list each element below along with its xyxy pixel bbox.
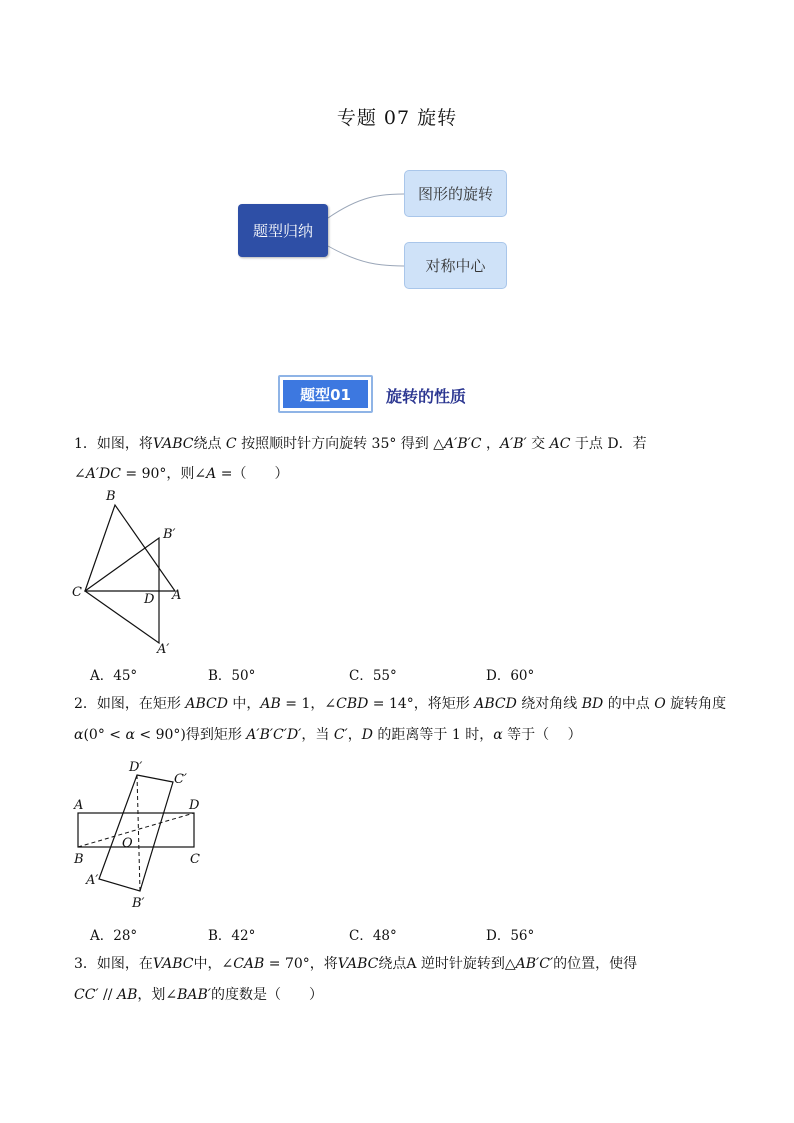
q2-label-O: O [122, 836, 133, 851]
question-1-line-1: 1．如图，将VABC绕点 C 按照顺时针方向旋转 35° 得到 △A′B′C ，A′B′ 交 AC 于点 D．若 [74, 436, 647, 452]
q1-label-D: D [144, 592, 155, 607]
q2-option-c[interactable]: C．48° [349, 928, 397, 944]
q1-option-d[interactable]: D．60° [486, 668, 535, 684]
section-badge [278, 375, 373, 413]
q1-option-c[interactable]: C．55° [349, 668, 397, 684]
q2-label-A: A [74, 798, 84, 813]
mindmap-node-rotation: 图形的旋转 [404, 170, 507, 217]
q2-label-Bp: B′ [132, 896, 145, 911]
q2-option-b[interactable]: B．42° [208, 928, 256, 944]
q2-label-Cp: C′ [174, 772, 187, 787]
page-title: 专题 07 旋转 [336, 107, 458, 129]
question-2-line-1: 2．如图，在矩形 ABCD 中，AB = 1，∠CBD = 14°，将矩形 ABCD 绕对角线 BD 的中点 O 旋转角度 [74, 696, 727, 712]
question-1-line-2: ∠A′DC = 90°，则∠A =（ ） [74, 466, 289, 482]
q2-label-B: B [74, 852, 84, 867]
q2-label-Ap: A′ [86, 873, 99, 888]
q1-option-a[interactable]: A．45° [90, 668, 138, 684]
question-3-line-1: 3．如图，在VABC中，∠CAB = 70°，将VABC绕点A 逆时针旋转到△AB′C′的位置，使得 [74, 956, 638, 972]
q1-label-A: A [172, 588, 182, 603]
question-2-figure [66, 755, 216, 915]
q2-option-a[interactable]: A．28° [90, 928, 138, 944]
question-3-line-2: CC′ // AB，划∠BAB′的度数是（ ） [74, 987, 323, 1003]
question-1-figure [60, 485, 200, 660]
q2-label-C: C [190, 852, 200, 867]
mindmap-node-center-symmetry: 对称中心 [404, 242, 507, 289]
mindmap-connectors [0, 0, 794, 330]
section-title: 旋转的性质 [386, 387, 467, 406]
q2-option-d[interactable]: D．56° [486, 928, 535, 944]
q1-label-Bp: B′ [163, 527, 176, 542]
q1-label-Ap: A′ [157, 642, 170, 657]
question-2-line-2: α(0° < α < 90°)得到矩形 A′B′C′D′，当 C′，D 的距离等于 1 时，α 等于（ ） [74, 727, 582, 743]
section-badge-label: 题型01 [283, 380, 368, 408]
q2-label-D: D [189, 798, 200, 813]
q2-label-Dp: D′ [129, 760, 143, 775]
q1-option-b[interactable]: B．50° [208, 668, 256, 684]
mindmap-root: 题型归纳 [238, 204, 328, 257]
q1-label-B: B [106, 489, 116, 504]
q1-label-C: C [72, 585, 82, 600]
